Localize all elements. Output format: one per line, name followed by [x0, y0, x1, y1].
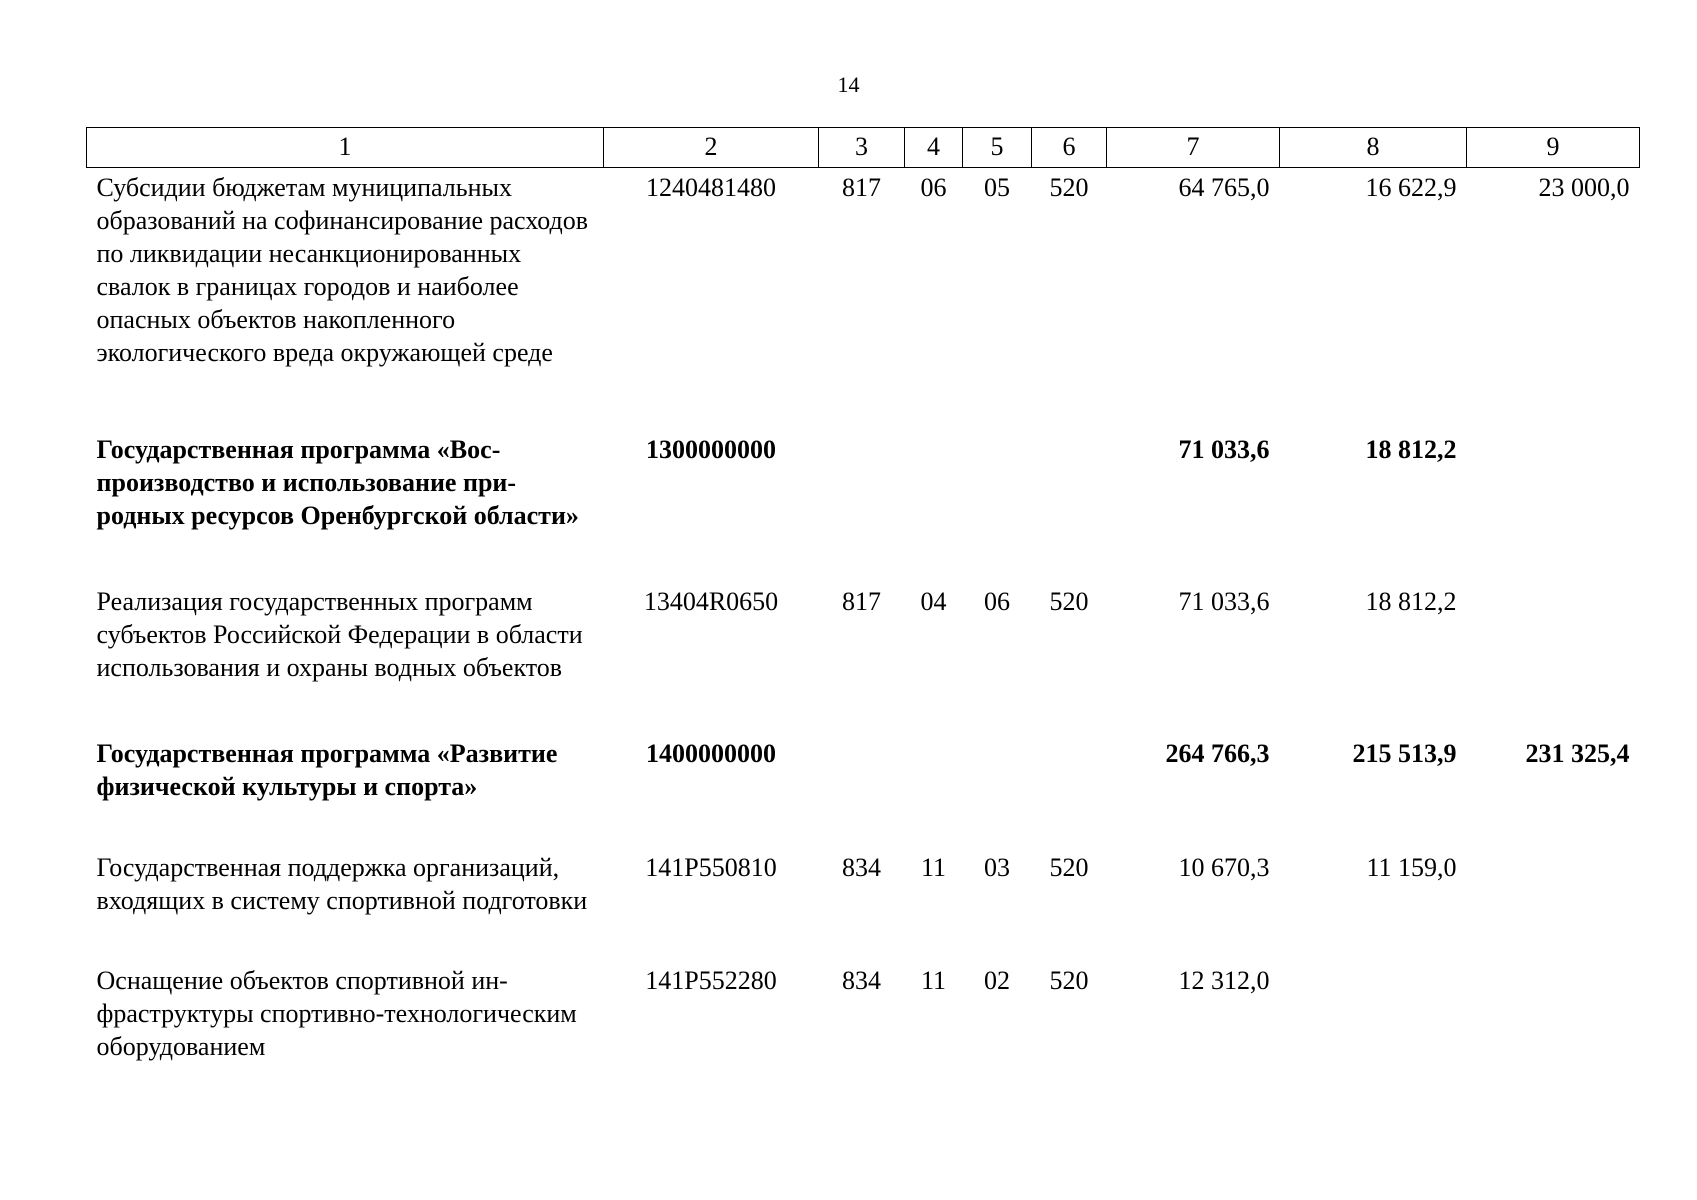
row-col-3 [819, 433, 905, 585]
row-col-8 [1280, 964, 1467, 1074]
page-number: 14 [837, 72, 860, 97]
row-col-7: 71 033,6 [1178, 435, 1270, 464]
row-col-7: 12 312,0 [1178, 966, 1270, 995]
row-col-6 [1032, 737, 1107, 851]
table-row [87, 585, 1640, 737]
row-col-8: 18 812,2 [1365, 435, 1457, 464]
row-col-8: 18 812,2 [1365, 587, 1457, 616]
table-row [87, 851, 1640, 964]
row-col-6 [1032, 433, 1107, 585]
row-col-6: 520 [1049, 853, 1089, 882]
row-col-3 [819, 737, 905, 851]
row-col-5: 05 [984, 173, 1010, 202]
header-col-4: 4 [905, 128, 963, 168]
row-description: Реализация государственных программ субъектов Российской Федерации в области использования и охраны водных объектов [96, 587, 583, 682]
table-row [87, 964, 1640, 1074]
row-col-5: 06 [984, 587, 1010, 616]
row-col-6: 520 [1049, 173, 1089, 202]
row-col-9 [1467, 585, 1640, 737]
row-col-9: 23 000,0 [1538, 173, 1630, 202]
row-col-9 [1467, 851, 1640, 964]
header-col-7: 7 [1107, 128, 1280, 168]
row-col-4: 11 [920, 853, 947, 882]
row-description: Государственная поддержка организаций, входящих в систему спортивной подготовки [96, 853, 588, 915]
row-col-7: 71 033,6 [1178, 587, 1270, 616]
row-col-5: 03 [984, 853, 1010, 882]
row-col-3: 817 [842, 173, 881, 202]
row-description: Оснащение объектов спортивной инфраструктуры спортивно-технологическим оборудованием [96, 966, 577, 1061]
table-row-program [87, 433, 1640, 585]
row-col-4 [905, 433, 963, 585]
row-description: Субсидии бюджетам муниципальных образований на софинансирование расходов по ликвидации несанкционированных свалок в границах городов и наиболее опасных объектов накопленного экологического вреда окружающей среде [96, 173, 589, 367]
row-col-6: 520 [1049, 966, 1089, 995]
row-col-8: 11 159,0 [1366, 853, 1457, 882]
row-description: Государственная программа «Воспроизводство и использование природных ресурсов Оренбургской области» [96, 435, 579, 530]
row-col-3: 834 [842, 853, 881, 882]
row-col-4 [905, 737, 963, 851]
row-col-9 [1467, 433, 1640, 585]
row-col-5: 02 [984, 966, 1010, 995]
row-col-5 [963, 737, 1032, 851]
header-col-1: 1 [87, 128, 604, 168]
row-target-code: 1240481480 [646, 173, 776, 202]
header-col-9: 9 [1467, 128, 1640, 168]
row-col-4: 11 [920, 966, 947, 995]
row-col-4: 04 [920, 587, 947, 616]
table-row [87, 168, 1640, 434]
row-target-code: 1400000000 [646, 739, 776, 768]
row-target-code: 141P552280 [645, 966, 777, 995]
row-col-5 [963, 433, 1032, 585]
header-col-3: 3 [819, 128, 905, 168]
row-col-3: 817 [842, 587, 881, 616]
row-col-9 [1467, 964, 1640, 1074]
header-col-2: 2 [604, 128, 819, 168]
header-col-6: 6 [1032, 128, 1107, 168]
header-col-8: 8 [1280, 128, 1467, 168]
budget-table [86, 127, 1640, 1074]
row-description: Государственная программа «Развитие физической культуры и спорта» [96, 739, 558, 801]
header-col-5: 5 [963, 128, 1032, 168]
row-target-code: 13404R0650 [643, 587, 779, 616]
row-col-7: 10 670,3 [1178, 853, 1270, 882]
table-header [87, 128, 1640, 168]
row-col-9: 231 325,4 [1525, 739, 1630, 768]
header-row [87, 128, 1640, 168]
row-target-code: 141P550810 [645, 853, 777, 882]
row-col-6: 520 [1049, 587, 1089, 616]
row-col-8: 16 622,9 [1365, 173, 1457, 202]
row-col-3: 834 [842, 966, 881, 995]
row-target-code: 1300000000 [646, 435, 776, 464]
row-col-4: 06 [920, 173, 947, 202]
row-col-8: 215 513,9 [1352, 739, 1457, 768]
table-body [87, 168, 1640, 1075]
table-row-program [87, 737, 1640, 851]
row-col-7: 264 766,3 [1165, 739, 1270, 768]
row-col-7: 64 765,0 [1178, 173, 1270, 202]
